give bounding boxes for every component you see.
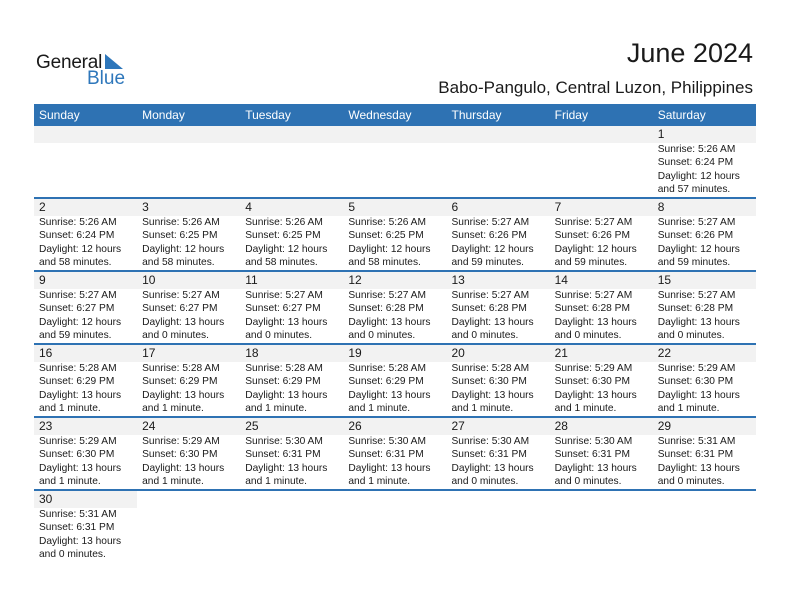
day-number: 15 <box>657 273 672 287</box>
daylight-text: Daylight: 12 hours <box>657 170 740 182</box>
sunrise-text: Sunrise: 5:30 AM <box>554 436 633 447</box>
weekday-friday: Friday <box>554 108 588 122</box>
sunrise-text: Sunrise: 5:28 AM <box>245 363 323 374</box>
sunrise-text: Sunrise: 5:27 AM <box>657 217 736 228</box>
sunset-text: Sunset: 6:29 PM <box>142 376 218 388</box>
daylight-text: Daylight: 13 hours <box>39 535 122 547</box>
sunrise-text: Sunrise: 5:26 AM <box>245 217 323 228</box>
day-number: 23 <box>39 419 53 433</box>
weekday-wednesday: Wednesday <box>348 108 412 122</box>
daylight-minutes-text: and 1 minute. <box>39 403 101 415</box>
daylight-minutes-text: and 1 minute. <box>142 476 204 488</box>
day-cell <box>34 345 137 416</box>
day-number: 7 <box>554 200 562 214</box>
daylight-text: Daylight: 13 hours <box>657 389 740 401</box>
daylight-minutes-text: and 0 minutes. <box>451 330 519 342</box>
daylight-text: Daylight: 13 hours <box>142 389 225 401</box>
day-number <box>142 126 240 143</box>
sunset-text: Sunset: 6:31 PM <box>245 449 321 461</box>
daylight-text: Daylight: 13 hours <box>554 316 637 328</box>
weekday-thursday: Thursday <box>451 108 502 122</box>
daylight-text: Daylight: 13 hours <box>451 389 534 401</box>
sunrise-text: Sunrise: 5:30 AM <box>245 436 323 447</box>
sunset-text: Sunset: 6:25 PM <box>142 230 218 242</box>
daylight-text: Daylight: 13 hours <box>348 316 431 328</box>
sunrise-text: Sunrise: 5:29 AM <box>554 363 633 374</box>
daylight-minutes-text: and 0 minutes. <box>39 549 106 561</box>
daylight-text: Daylight: 12 hours <box>554 243 637 255</box>
day-number: 19 <box>348 346 362 360</box>
sunset-text: Sunset: 6:30 PM <box>39 449 115 461</box>
sunset-text: Sunset: 6:30 PM <box>554 376 630 388</box>
daylight-minutes-text: and 1 minute. <box>245 403 307 415</box>
day-cell <box>447 345 550 416</box>
sunset-text: Sunset: 6:24 PM <box>657 157 734 169</box>
sunrise-text: Sunrise: 5:27 AM <box>348 290 426 301</box>
daylight-text: Daylight: 13 hours <box>554 462 637 474</box>
day-cell <box>343 272 446 343</box>
day-cell <box>653 345 756 416</box>
sunrise-text: Sunrise: 5:27 AM <box>245 290 323 301</box>
sunset-text: Sunset: 6:24 PM <box>39 230 115 242</box>
day-number: 12 <box>348 273 362 287</box>
daylight-text: Daylight: 13 hours <box>142 462 225 474</box>
sunset-text: Sunset: 6:26 PM <box>657 230 734 242</box>
day-number: 16 <box>39 346 53 360</box>
daylight-text: Daylight: 13 hours <box>657 462 740 474</box>
week-row <box>34 345 756 418</box>
sunrise-text: Sunrise: 5:30 AM <box>348 436 426 447</box>
daylight-minutes-text: and 1 minute. <box>39 476 101 488</box>
sunrise-text: Sunrise: 5:31 AM <box>657 436 736 447</box>
day-cell <box>137 418 240 489</box>
day-cell <box>653 272 756 343</box>
sunrise-text: Sunrise: 5:26 AM <box>348 217 426 228</box>
day-number <box>452 126 550 143</box>
daylight-text: Daylight: 13 hours <box>39 462 122 474</box>
daylight-minutes-text: and 58 minutes. <box>245 257 318 269</box>
logo-text-blue: Blue <box>87 68 126 89</box>
daylight-minutes-text: and 57 minutes. <box>657 184 731 196</box>
day-number: 5 <box>348 200 356 214</box>
daylight-text: Daylight: 12 hours <box>39 243 122 255</box>
sunset-text: Sunset: 6:30 PM <box>142 449 218 461</box>
daylight-minutes-text: and 0 minutes. <box>142 330 209 342</box>
day-cell <box>137 199 240 270</box>
day-cell <box>447 418 550 489</box>
day-number: 25 <box>245 419 259 433</box>
day-number: 2 <box>39 200 46 214</box>
daylight-text: Daylight: 13 hours <box>451 316 534 328</box>
daylight-minutes-text: and 1 minute. <box>348 403 411 415</box>
daylight-minutes-text: and 59 minutes. <box>554 257 628 269</box>
daylight-minutes-text: and 59 minutes. <box>39 330 112 342</box>
sunrise-text: Sunrise: 5:31 AM <box>39 509 117 520</box>
sunrise-text: Sunrise: 5:28 AM <box>348 363 426 374</box>
day-cell <box>653 418 756 489</box>
sunrise-text: Sunrise: 5:27 AM <box>451 217 530 228</box>
sunset-text: Sunset: 6:28 PM <box>657 303 734 315</box>
sunset-text: Sunset: 6:29 PM <box>348 376 424 388</box>
sunrise-text: Sunrise: 5:29 AM <box>142 436 220 447</box>
sunset-text: Sunset: 6:27 PM <box>39 303 115 315</box>
day-cell <box>550 345 653 416</box>
sunset-text: Sunset: 6:31 PM <box>39 522 115 534</box>
logo <box>36 52 136 88</box>
sunset-text: Sunset: 6:29 PM <box>245 376 321 388</box>
week-row <box>34 418 756 491</box>
daylight-minutes-text: and 58 minutes. <box>142 257 215 269</box>
day-cell <box>343 126 446 197</box>
day-cell <box>550 272 653 343</box>
day-number: 26 <box>348 419 362 433</box>
weekday-monday: Monday <box>142 108 185 122</box>
sunrise-text: Sunrise: 5:29 AM <box>39 436 117 447</box>
day-cell <box>240 199 343 270</box>
sunset-text: Sunset: 6:31 PM <box>451 449 527 461</box>
sunset-text: Sunset: 6:27 PM <box>142 303 218 315</box>
day-cell <box>653 199 756 270</box>
day-number: 22 <box>657 346 672 360</box>
week-row <box>34 199 756 272</box>
daylight-minutes-text: and 58 minutes. <box>348 257 421 269</box>
daylight-text: Daylight: 13 hours <box>451 462 534 474</box>
sunrise-text: Sunrise: 5:26 AM <box>142 217 220 228</box>
day-cell <box>447 126 550 197</box>
daylight-minutes-text: and 0 minutes. <box>451 476 519 488</box>
day-number: 17 <box>142 346 156 360</box>
daylight-minutes-text: and 1 minute. <box>348 476 411 488</box>
day-cell <box>34 491 137 564</box>
daylight-text: Daylight: 13 hours <box>142 316 225 328</box>
logo-text-general: General <box>36 52 103 73</box>
day-number: 10 <box>142 273 156 287</box>
sunset-text: Sunset: 6:31 PM <box>657 449 734 461</box>
sunset-text: Sunset: 6:30 PM <box>657 376 734 388</box>
sunrise-text: Sunrise: 5:27 AM <box>554 217 633 228</box>
daylight-text: Daylight: 13 hours <box>39 389 122 401</box>
day-cell <box>240 126 343 197</box>
day-number: 3 <box>142 200 149 214</box>
weekday-saturday: Saturday <box>657 108 706 122</box>
day-cell <box>550 199 653 270</box>
sunrise-text: Sunrise: 5:28 AM <box>142 363 220 374</box>
daylight-minutes-text: and 59 minutes. <box>657 257 731 269</box>
day-cell <box>343 418 446 489</box>
sunrise-text: Sunrise: 5:28 AM <box>39 363 117 374</box>
day-cell <box>137 126 240 197</box>
day-number: 24 <box>142 419 156 433</box>
day-number <box>245 126 343 143</box>
week-row <box>34 272 756 345</box>
page-title: June 2024 <box>626 38 753 68</box>
day-cell <box>550 126 653 197</box>
day-cell <box>240 418 343 489</box>
day-number <box>555 126 653 143</box>
sunrise-text: Sunrise: 5:26 AM <box>657 144 736 155</box>
day-number: 27 <box>451 419 465 433</box>
day-number: 6 <box>451 200 459 214</box>
day-cell <box>447 199 550 270</box>
daylight-minutes-text: and 59 minutes. <box>451 257 524 269</box>
day-cell <box>137 345 240 416</box>
location-subtitle: Babo-Pangulo, Central Luzon, Philippines <box>438 78 753 97</box>
daylight-minutes-text: and 0 minutes. <box>245 330 313 342</box>
day-cell <box>240 345 343 416</box>
day-number: 13 <box>451 273 465 287</box>
daylight-text: Daylight: 13 hours <box>245 316 328 328</box>
sunrise-text: Sunrise: 5:28 AM <box>451 363 530 374</box>
logo-triangle-icon <box>105 54 123 69</box>
week-row <box>34 491 756 564</box>
daylight-minutes-text: and 0 minutes. <box>554 476 622 488</box>
daylight-text: Daylight: 13 hours <box>348 389 431 401</box>
sunrise-text: Sunrise: 5:27 AM <box>554 290 633 301</box>
day-cell <box>447 272 550 343</box>
sunset-text: Sunset: 6:25 PM <box>348 230 424 242</box>
day-number: 11 <box>245 273 258 287</box>
sunrise-text: Sunrise: 5:27 AM <box>142 290 220 301</box>
weekday-tuesday: Tuesday <box>245 108 291 122</box>
day-cell <box>240 272 343 343</box>
day-cell <box>653 126 756 197</box>
day-cell <box>34 126 137 197</box>
sunset-text: Sunset: 6:30 PM <box>451 376 527 388</box>
sunrise-text: Sunrise: 5:27 AM <box>39 290 117 301</box>
calendar-grid <box>34 104 756 564</box>
daylight-text: Daylight: 12 hours <box>348 243 431 255</box>
daylight-minutes-text: and 58 minutes. <box>39 257 112 269</box>
daylight-text: Daylight: 13 hours <box>245 389 328 401</box>
sunset-text: Sunset: 6:27 PM <box>245 303 321 315</box>
daylight-text: Daylight: 13 hours <box>348 462 431 474</box>
sunset-text: Sunset: 6:28 PM <box>348 303 424 315</box>
daylight-minutes-text: and 1 minute. <box>142 403 204 415</box>
daylight-minutes-text: and 1 minute. <box>657 403 720 415</box>
day-cell <box>34 418 137 489</box>
sunset-text: Sunset: 6:25 PM <box>245 230 321 242</box>
sunrise-text: Sunrise: 5:29 AM <box>657 363 736 374</box>
sunset-text: Sunset: 6:26 PM <box>451 230 527 242</box>
sunset-text: Sunset: 6:28 PM <box>554 303 630 315</box>
day-number: 28 <box>554 419 568 433</box>
weekday-sunday: Sunday <box>39 108 80 122</box>
daylight-text: Daylight: 12 hours <box>245 243 328 255</box>
daylight-minutes-text: and 1 minute. <box>245 476 307 488</box>
day-number: 30 <box>39 492 53 506</box>
day-cell <box>550 418 653 489</box>
sunrise-text: Sunrise: 5:27 AM <box>451 290 530 301</box>
sunrise-text: Sunrise: 5:27 AM <box>657 290 736 301</box>
week-row <box>34 126 756 199</box>
day-number <box>39 126 137 143</box>
daylight-text: Daylight: 12 hours <box>451 243 534 255</box>
weekday-header <box>34 104 756 126</box>
day-number: 8 <box>657 200 665 214</box>
day-number: 1 <box>657 127 665 141</box>
day-cell <box>343 345 446 416</box>
day-cell <box>34 199 137 270</box>
day-number: 20 <box>451 346 465 360</box>
day-number: 9 <box>39 273 46 287</box>
day-number <box>348 126 446 143</box>
sunrise-text: Sunrise: 5:30 AM <box>451 436 530 447</box>
sunset-text: Sunset: 6:31 PM <box>348 449 424 461</box>
day-number: 14 <box>554 273 568 287</box>
daylight-text: Daylight: 13 hours <box>554 389 637 401</box>
daylight-minutes-text: and 1 minute. <box>451 403 514 415</box>
daylight-text: Daylight: 13 hours <box>657 316 740 328</box>
daylight-text: Daylight: 12 hours <box>39 316 122 328</box>
day-cell <box>34 272 137 343</box>
day-number: 21 <box>554 346 568 360</box>
daylight-minutes-text: and 0 minutes. <box>657 476 725 488</box>
day-cell <box>137 272 240 343</box>
sunrise-text: Sunrise: 5:26 AM <box>39 217 117 228</box>
daylight-minutes-text: and 0 minutes. <box>348 330 416 342</box>
daylight-minutes-text: and 1 minute. <box>554 403 617 415</box>
sunset-text: Sunset: 6:31 PM <box>554 449 630 461</box>
sunset-text: Sunset: 6:29 PM <box>39 376 115 388</box>
sunset-text: Sunset: 6:26 PM <box>554 230 630 242</box>
day-number: 4 <box>245 200 252 214</box>
daylight-text: Daylight: 12 hours <box>142 243 225 255</box>
daylight-text: Daylight: 13 hours <box>245 462 328 474</box>
day-cell <box>343 199 446 270</box>
day-number: 29 <box>657 419 672 433</box>
daylight-minutes-text: and 0 minutes. <box>554 330 622 342</box>
sunset-text: Sunset: 6:28 PM <box>451 303 527 315</box>
daylight-text: Daylight: 12 hours <box>657 243 740 255</box>
daylight-minutes-text: and 0 minutes. <box>657 330 725 342</box>
day-number: 18 <box>245 346 259 360</box>
